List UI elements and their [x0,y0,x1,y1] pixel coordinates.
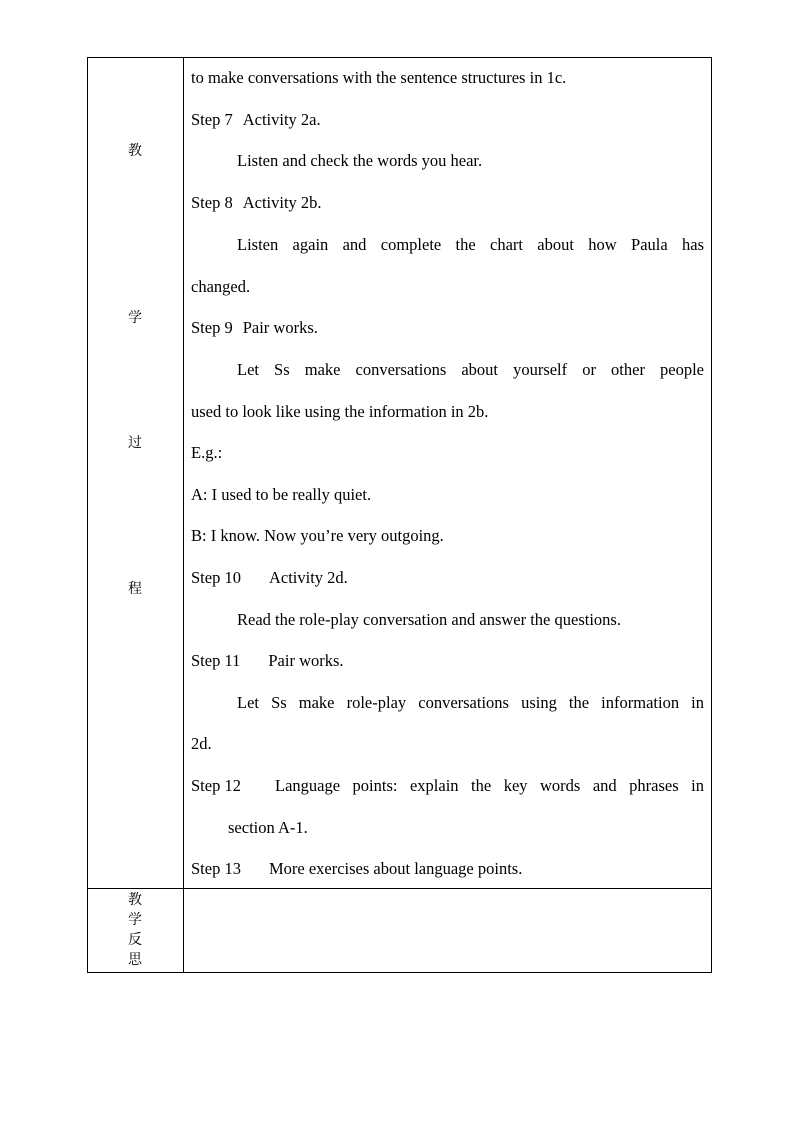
step-9-number: Step 9 [191,318,233,337]
step-13-activity: More exercises about language points. [268,859,523,878]
row-divider [87,888,712,889]
step-8-activity: Activity 2b. [242,193,322,212]
step-10-description: Read the role-play conversation and answer the questions. [237,610,621,629]
step-13-heading [191,859,522,879]
step-10-number: Step 10 [191,568,241,587]
step-10-activity: Activity 2d. [268,568,348,587]
step-7-description: Listen and check the words you hear. [237,151,483,170]
reflection-label-4: 思 [128,952,142,968]
reflection-label-3: 反 [128,932,142,948]
example-label: E.g.: [191,443,223,462]
column-divider [183,57,184,973]
step-11-description-cont: 2d. [191,734,212,753]
step-11-activity: Pair works. [268,651,344,670]
step-8-heading [191,193,322,213]
step-12-activity: Language points: explain the key words and phrases in [275,776,704,795]
example-line-b: B: I know. Now you’re very outgoing. [191,526,444,545]
reflection-label-1: 教 [128,892,142,908]
intro-line: to make conversations with the sentence structures in 1c. [191,68,567,87]
step-7-number: Step 7 [191,110,233,129]
step-7-activity: Activity 2a. [242,110,321,129]
step-9-activity: Pair works. [242,318,318,337]
step-9-heading [191,318,318,338]
step-8-number: Step 8 [191,193,233,212]
step-11-description: Let Ss make role-play conversations using the information in [237,693,704,712]
reflection-label-2: 学 [128,912,142,928]
step-7-heading [191,110,321,130]
step-10-heading [191,568,348,588]
step-11-heading [191,651,344,671]
step-8-description: Listen again and complete the chart about how Paula has [237,235,704,254]
step-11-number: Step 11 [191,651,241,670]
step-13-number: Step 13 [191,859,241,878]
label-xue: 学 [128,310,142,326]
example-line-a: A: I used to be really quiet. [191,485,372,504]
step-8-description-cont: changed. [191,277,251,296]
lesson-table [87,57,712,973]
label-cheng: 程 [128,581,142,597]
label-guo: 过 [128,435,142,451]
step-9-description: Let Ss make conversations about yourself or other people [237,360,704,379]
step-9-description-cont: used to look like using the information in 2b. [191,402,489,421]
step-12-activity-cont: section A-1. [228,818,308,837]
step-12-number: Step 12 [191,776,241,795]
label-jiao: 教 [128,143,142,159]
